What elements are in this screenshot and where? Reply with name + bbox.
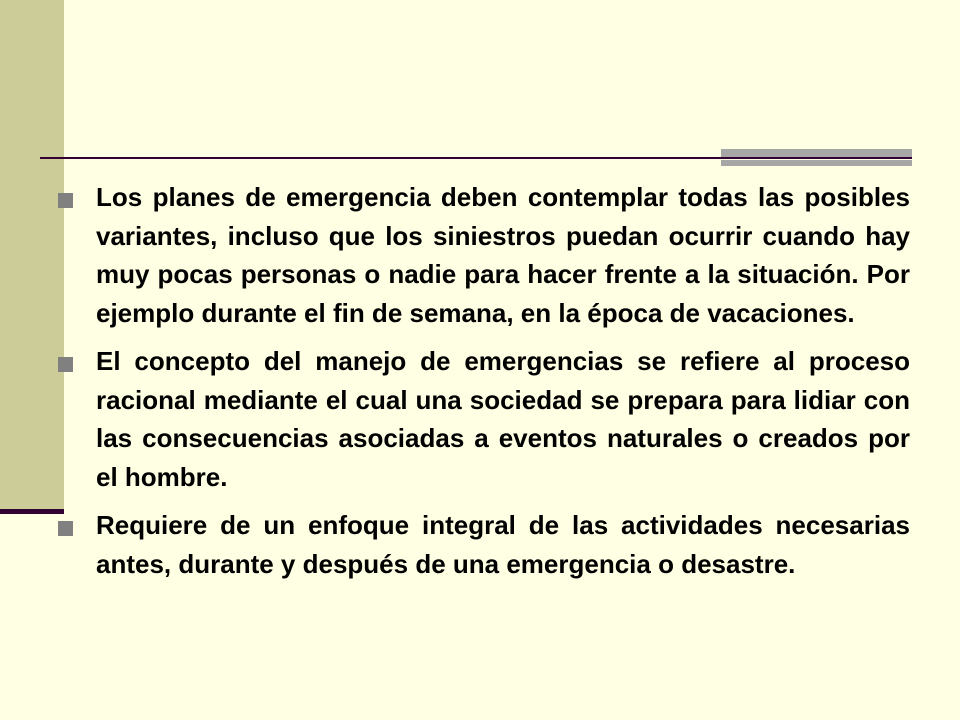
square-bullet-icon	[58, 521, 73, 536]
accent-bar-lower	[721, 160, 912, 166]
bullet-item-3	[58, 506, 910, 583]
bullet-text: Los planes de emergencia deben contemplar todas las posibles variantes, incluso que los siniestros puedan ocurrir cuando hay muy pocas personas o nadie para hacer frente a la situación. Por ejemplo durante el fin de semana, en la época de vacaciones.	[96, 182, 910, 328]
title-rule	[40, 157, 912, 159]
left-band-rule	[0, 509, 64, 514]
bullet-item-1	[58, 178, 910, 332]
bullet-item-2	[58, 342, 910, 496]
square-bullet-icon	[58, 357, 73, 372]
bullet-text: El concepto del manejo de emergencias se refiere al proceso racional mediante el cual una sociedad se prepara para lidiar con las consecuencias asociadas a eventos naturales o creados por el hombre.	[96, 346, 910, 492]
bullet-text: Requiere de un enfoque integral de las actividades necesarias antes, durante y después de una emergencia o desastre.	[96, 510, 910, 579]
square-bullet-icon	[58, 193, 73, 208]
bullet-list	[58, 178, 910, 583]
accent-bar	[721, 149, 912, 157]
left-decorative-band	[0, 0, 64, 512]
slide-body	[58, 178, 910, 593]
